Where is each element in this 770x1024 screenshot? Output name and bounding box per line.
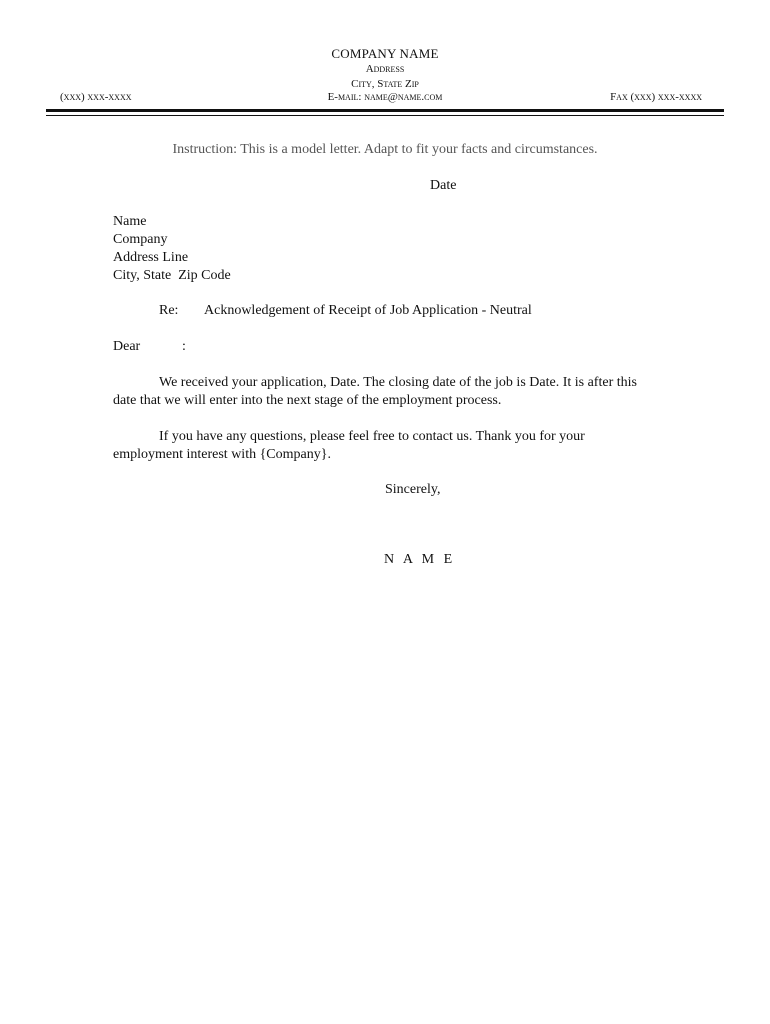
letterhead-address: Address xyxy=(365,63,405,75)
letterhead-contact-row xyxy=(60,91,702,107)
subject-text: Acknowledgement of Receipt of Job Application - Neutral xyxy=(204,303,532,318)
salutation-colon: : xyxy=(182,339,186,354)
letterhead-email: E-mail: name@name.com xyxy=(327,91,443,103)
recipient-address-block xyxy=(113,213,231,285)
instruction-note: Instruction: This is a model letter. Adapt to fit your facts and circumstances. xyxy=(172,142,598,157)
recipient-name: Name xyxy=(113,214,147,229)
letterhead-divider-thick xyxy=(46,109,724,112)
letterhead-phone: (xxx) xxx-xxxx xyxy=(60,91,132,103)
letterhead-divider-thin xyxy=(46,115,724,116)
recipient-address-line: Address Line xyxy=(113,250,189,265)
letterhead-city-state-zip: City, State Zip xyxy=(351,78,419,90)
letterhead-fax: Fax (xxx) xxx-xxxx xyxy=(610,91,702,103)
closing: Sincerely, xyxy=(385,482,441,497)
subject-label: Re: xyxy=(159,303,179,318)
salutation-dear: Dear xyxy=(113,339,141,354)
body-paragraph-1 xyxy=(113,374,658,410)
body-paragraph-1-text: We received your application, Date. The closing date of the job is Date. It is after this date that we will enter into the next stage of the employment process. xyxy=(113,375,637,408)
recipient-city-state-zip: City, State Zip Code xyxy=(113,268,231,283)
signature-name: N A M E xyxy=(384,552,456,567)
letter-date: Date xyxy=(430,178,457,193)
recipient-company: Company xyxy=(113,232,168,247)
body-paragraph-2 xyxy=(113,428,658,464)
letterhead-company-name: COMPANY NAME xyxy=(331,46,439,61)
body-paragraph-2-text: If you have any questions, please feel free to contact us. Thank you for your employment interest with {Company}. xyxy=(113,429,585,462)
